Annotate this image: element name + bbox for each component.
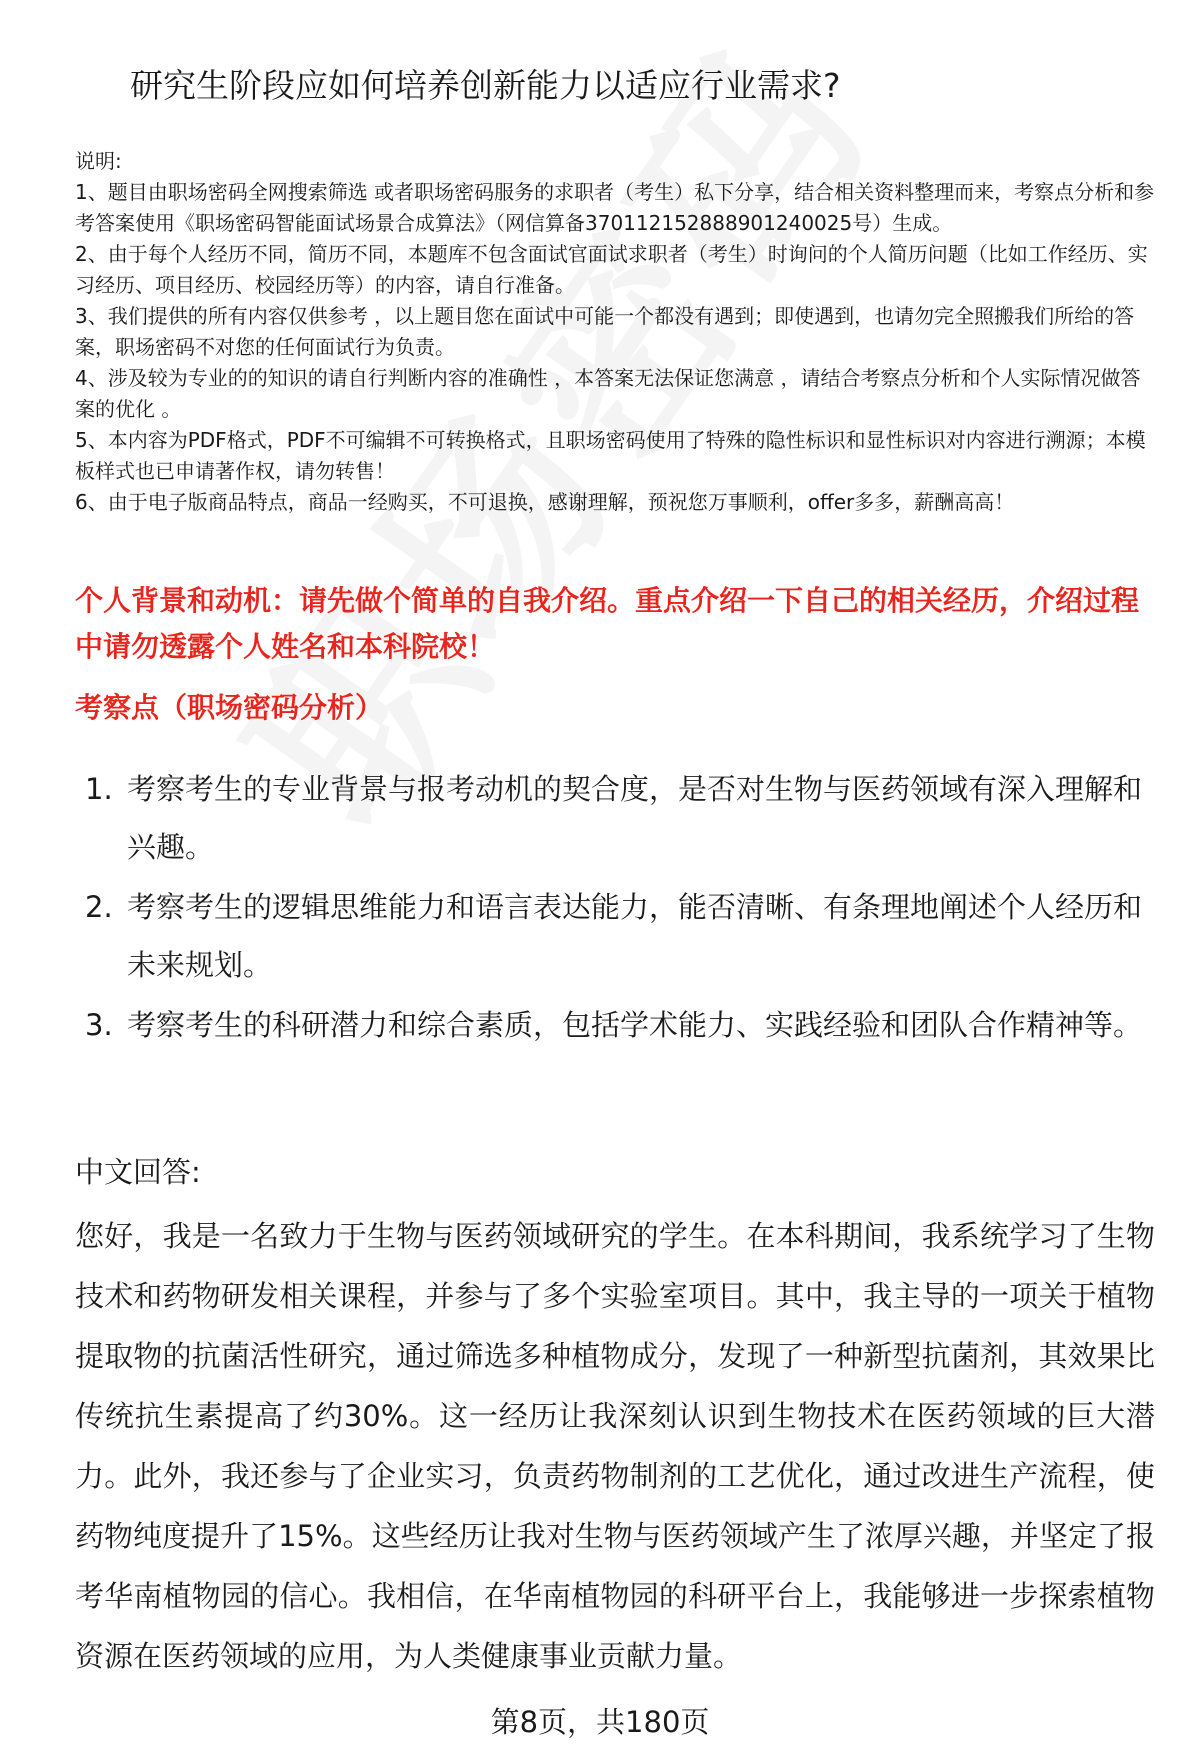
disclaimer-notes: [75, 146, 1160, 518]
point-text: 考察考生的科研潜力和综合素质，包括学术能力、实践经验和团队合作精神等。: [127, 1008, 1143, 1042]
answer-label: 中文回答:: [75, 1155, 201, 1189]
note-item: 1、题目由职场密码全网搜索筛选 或者职场密码服务的求职者（考生）私下分享，结合相关资料整理而来，考察点分析和参考答案使用《职场密码智能面试场景合成算法》（网信算备370112152888901240025号）生成。: [75, 180, 1155, 235]
note-item: 4、涉及较为专业的的知识的请自行判断内容的准确性 ，本答案无法保证您满意 ，请结合考察点分析和个人实际情况做答案的优化 。: [75, 366, 1141, 421]
notes-heading: 说明:: [75, 149, 122, 173]
note-item: 3、我们提供的所有内容仅供参考 ，以上题目您在面试中可能一个都没有遇到；即使遇到，也请勿完全照搬我们所给的答案，职场密码不对您的任何面试行为负责。: [75, 304, 1135, 359]
point-text: 考察考生的专业背景与报考动机的契合度，是否对生物与医药领域有深入理解和兴趣。: [127, 772, 1143, 864]
page-title: 研究生阶段应如何培养创新能力以适应行业需求?: [130, 66, 841, 105]
analysis-points-list: [85, 760, 1155, 1056]
analysis-heading: 考察点（职场密码分析）: [75, 691, 384, 724]
interview-question: 个人背景和动机：请先做个简单的自我介绍。重点介绍一下自己的相关经历，介绍过程中请勿透露个人姓名和本科院校！: [75, 584, 1140, 663]
answer-text: 您好，我是一名致力于生物与医药领域研究的学生。在本科期间，我系统学习了生物技术和药物研发相关课程，并参与了多个实验室项目。其中，我主导的一项关于植物提取物的抗菌活性研究，通过筛选多种植物成分，发现了一种新型抗菌剂，其效果比传统抗生素提高了约30%。这一经历让我深刻认识到生物技术在医药领域的巨大潜力。此外，我还参与了企业实习，负责药物制剂的工艺优化，通过改进生产流程，使药物纯度提升了15%。这些经历让我对生物与医药领域产生了浓厚兴趣，并坚定了报考华南植物园的信心。我相信，在华南植物园的科研平台上，我能够进一步探索植物资源在医药领域的应用，为人类健康事业贡献力量。: [75, 1219, 1155, 1673]
note-item: 6、由于电子版商品特点，商品一经购买，不可退换，感谢理解，预祝您万事顺利，offer多多，薪酬高高！: [75, 490, 1015, 514]
point-number: 2.: [85, 890, 113, 924]
analysis-point: [85, 760, 1155, 876]
note-item: 5、本内容为PDF格式，PDF不可编辑不可转换格式，且职场密码使用了特殊的隐性标识和显性标识对内容进行溯源；本模板样式也已申请著作权，请勿转售！: [75, 428, 1146, 483]
page-number-footer: 第8页，共180页: [490, 1705, 710, 1739]
point-text: 考察考生的逻辑思维能力和语言表达能力，能否清晰、有条理地阐述个人经历和未来规划。: [127, 890, 1143, 982]
point-number: 3.: [85, 1008, 113, 1042]
analysis-point: [85, 996, 1155, 1054]
note-item: 2、由于每个人经历不同，简历不同，本题库不包含面试官面试求职者（考生）时询问的个人简历问题（比如工作经历、实习经历、项目经历、校园经历等）的内容，请自行准备。: [75, 242, 1148, 297]
point-number: 1.: [85, 772, 113, 806]
analysis-point: [85, 878, 1155, 994]
